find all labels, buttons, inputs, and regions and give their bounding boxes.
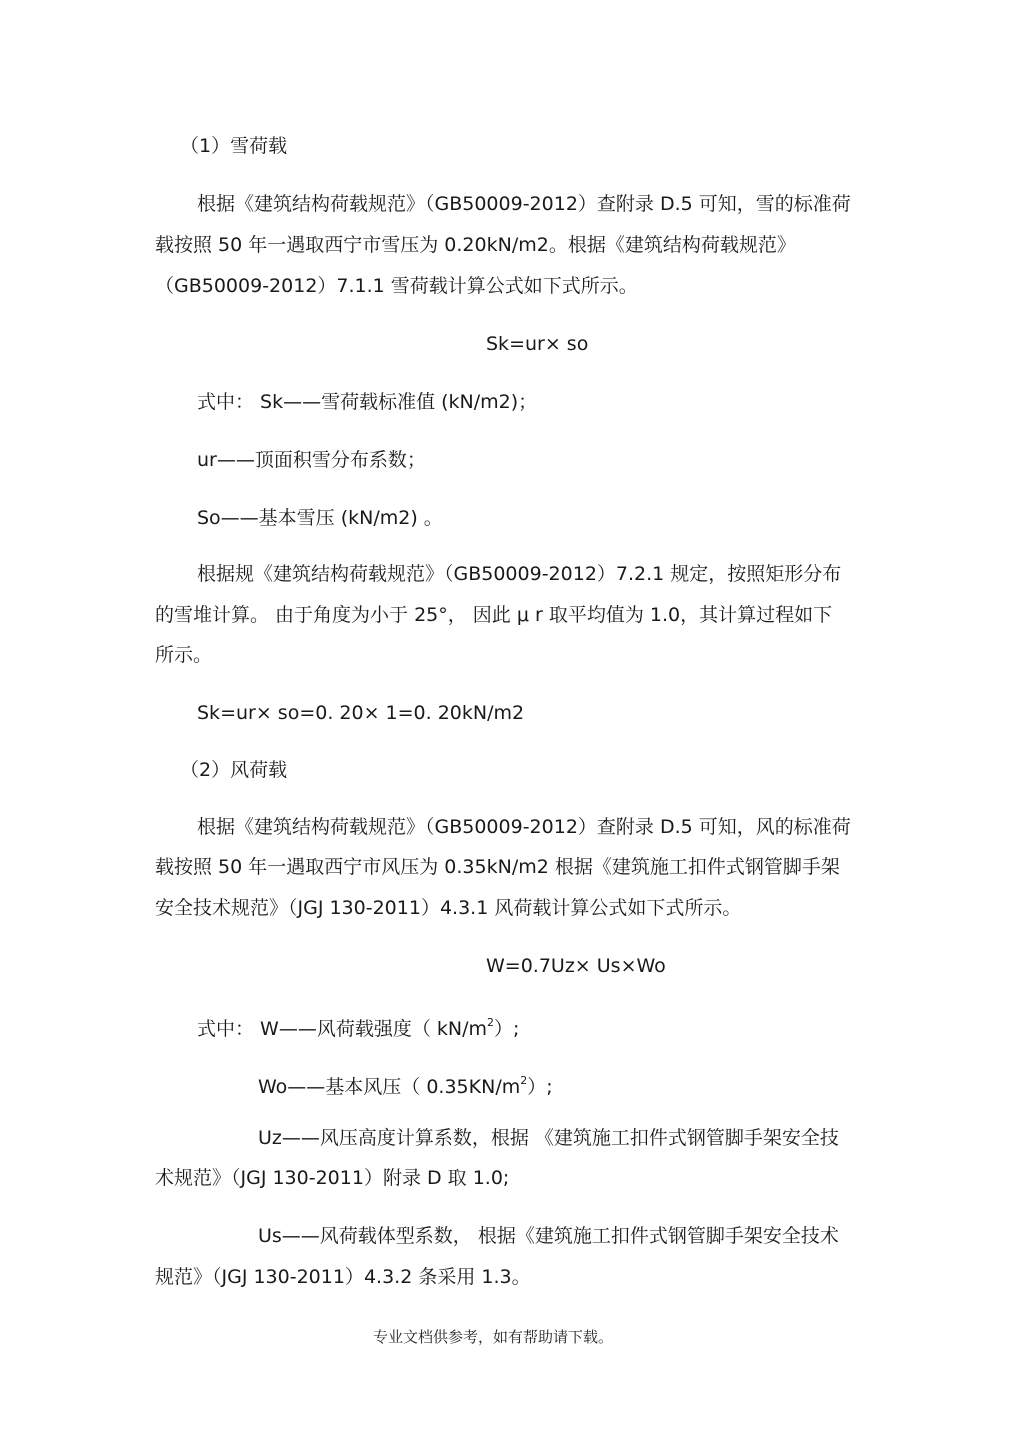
wind-definition-wo — [258, 1069, 978, 1099]
wind-definition-w-text: 式中： W——风荷载强度（ kN/m — [197, 1018, 487, 1040]
snow-paragraph-2-line: 所示。 — [155, 644, 213, 666]
wind-definition-wo-end: ）; — [527, 1076, 553, 1098]
snow-load-heading: （1）雪荷载 — [180, 135, 288, 157]
wind-paragraph-line: 根据《建筑结构荷载规范》（GB50009-2012）查附录 D.5 可知，风的标准荷 — [197, 816, 851, 838]
snow-calculation: Sk=ur× so=0. 20× 1=0. 20kN/m2 — [197, 702, 525, 724]
wind-formula: W=0.7Uz× Us×Wo — [486, 955, 666, 977]
wind-definition-uz-line: 术规范》（JGJ 130-2011）附录 D 取 1.0; — [155, 1167, 510, 1189]
snow-formula: Sk=ur× so — [486, 333, 589, 355]
snow-paragraph-2-line: 根据规《建筑结构荷载规范》（GB50009-2012）7.2.1 规定，按照矩形分布 — [197, 563, 842, 585]
wind-load-heading: （2）风荷载 — [180, 759, 288, 781]
snow-paragraph-line: 载按照 50 年一遇取西宁市雪压为 0.20kN/m2。根据《建筑结构荷载规范》 — [155, 234, 796, 256]
snow-definition-sk: 式中： Sk——雪荷载标准值 (kN/m2)； — [197, 391, 538, 413]
wind-paragraph-line: 载按照 50 年一遇取西宁市风压为 0.35kN/m2 根据《建筑施工扣件式钢管脚手架 — [155, 856, 840, 878]
wind-paragraph-line: 安全技术规范》（JGJ 130-2011）4.3.1 风荷载计算公式如下式所示。 — [155, 897, 742, 919]
snow-definition-so: So——基本雪压 (kN/m2) 。 — [197, 507, 443, 529]
snow-paragraph-line: 根据《建筑结构荷载规范》（GB50009-2012）查附录 D.5 可知，雪的标准荷 — [197, 193, 851, 215]
wind-definition-w-superscript: 2 — [487, 1016, 494, 1029]
snow-definition-ur: ur——顶面积雪分布系数； — [197, 449, 426, 471]
wind-definition-uz-line: Uz——风压高度计算系数，根据 《建筑施工扣件式钢管脚手架安全技 — [258, 1127, 839, 1149]
wind-definition-us-line: 规范》（JGJ 130-2011）4.3.2 条采用 1.3。 — [155, 1266, 531, 1288]
page-footer: 专业文档供参考，如有帮助请下载。 — [373, 1328, 614, 1346]
wind-definition-w-end: ）; — [494, 1018, 520, 1040]
wind-definition-wo-superscript: 2 — [520, 1074, 528, 1087]
wind-definition-us-line: Us——风荷载体型系数， 根据《建筑施工扣件式钢管脚手架安全技术 — [258, 1225, 839, 1247]
wind-definition-wo-text: Wo——基本风压（ 0.35KN/m — [258, 1076, 521, 1098]
snow-paragraph-2-line: 的雪堆计算。 由于角度为小于 25°， 因此 μ r 取平均值为 1.0，其计算过程如下 — [155, 604, 833, 626]
wind-definition-w — [197, 1011, 917, 1041]
snow-paragraph-line: （GB50009-2012）7.1.1 雪荷载计算公式如下式所示。 — [155, 275, 638, 297]
